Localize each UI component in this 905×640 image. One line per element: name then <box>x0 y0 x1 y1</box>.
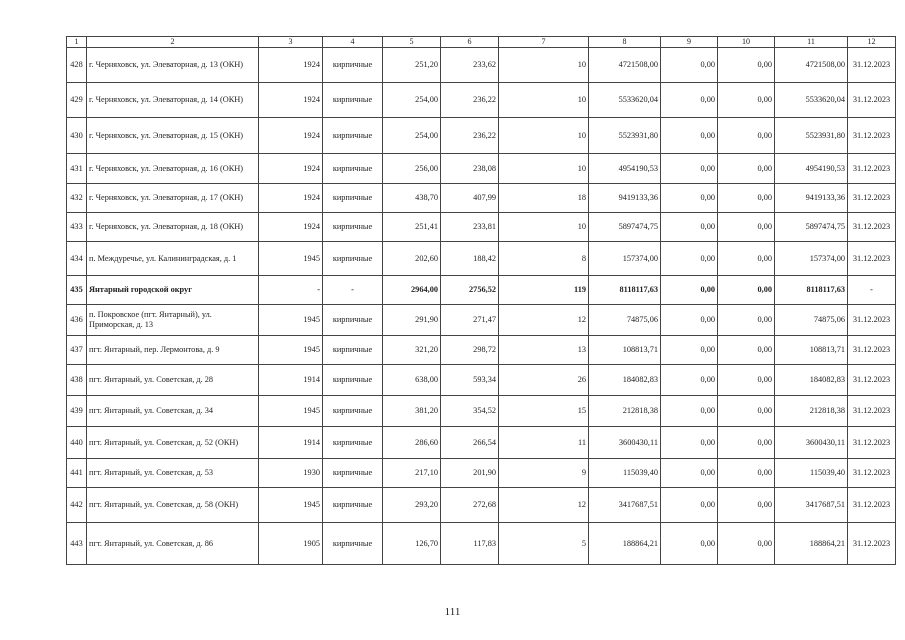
residents-cell: 5 <box>499 523 589 565</box>
total-area-cell: 293,20 <box>383 488 441 523</box>
row-number: 442 <box>67 488 87 523</box>
total-area-cell: 202,60 <box>383 242 441 276</box>
total-cost-cell: 212818,38 <box>589 396 661 427</box>
col-header: 4 <box>323 37 383 48</box>
other-cost-cell: 115039,40 <box>775 459 848 488</box>
date-cell: 31.12.2023 <box>848 396 896 427</box>
living-area-cell: 233,81 <box>441 213 499 242</box>
living-area-cell: 354,52 <box>441 396 499 427</box>
fund-a-cell: 0,00 <box>661 365 718 396</box>
date-cell: 31.12.2023 <box>848 48 896 83</box>
col-header: 12 <box>848 37 896 48</box>
table-row <box>67 154 896 184</box>
total-area-cell: 217,10 <box>383 459 441 488</box>
living-area-cell: 2756,52 <box>441 276 499 305</box>
register-table <box>66 36 896 565</box>
row-number: 440 <box>67 427 87 459</box>
table-row <box>67 213 896 242</box>
residents-cell: 13 <box>499 336 589 365</box>
other-cost-cell: 3417687,51 <box>775 488 848 523</box>
living-area-cell: 407,99 <box>441 184 499 213</box>
total-cost-cell: 5523931,80 <box>589 118 661 154</box>
residents-cell: 10 <box>499 83 589 118</box>
table-row <box>67 48 896 83</box>
living-area-cell: 266,54 <box>441 427 499 459</box>
total-cost-cell: 108813,71 <box>589 336 661 365</box>
address-cell: п. Междуречье, ул. Калининградская, д. 1 <box>87 242 259 276</box>
material-cell: кирпичные <box>323 213 383 242</box>
row-number: 436 <box>67 305 87 336</box>
total-cost-cell: 3417687,51 <box>589 488 661 523</box>
living-area-cell: 233,62 <box>441 48 499 83</box>
material-cell: кирпичные <box>323 427 383 459</box>
residents-cell: 10 <box>499 48 589 83</box>
fund-a-cell: 0,00 <box>661 305 718 336</box>
table-row <box>67 365 896 396</box>
other-cost-cell: 4954190,53 <box>775 154 848 184</box>
material-cell: кирпичные <box>323 48 383 83</box>
living-area-cell: 201,90 <box>441 459 499 488</box>
other-cost-cell: 8118117,63 <box>775 276 848 305</box>
fund-a-cell: 0,00 <box>661 184 718 213</box>
fund-b-cell: 0,00 <box>718 184 775 213</box>
total-area-cell: 381,20 <box>383 396 441 427</box>
year-cell: 1945 <box>259 336 323 365</box>
year-cell: 1924 <box>259 118 323 154</box>
year-cell: 1924 <box>259 83 323 118</box>
address-cell: г. Черняховск, ул. Элеваторная, д. 14 (ОКН) <box>87 83 259 118</box>
living-area-cell: 238,08 <box>441 154 499 184</box>
fund-a-cell: 0,00 <box>661 523 718 565</box>
table-row <box>67 83 896 118</box>
residents-cell: 10 <box>499 213 589 242</box>
date-cell: 31.12.2023 <box>848 305 896 336</box>
residents-cell: 12 <box>499 305 589 336</box>
column-number-header <box>67 37 896 48</box>
fund-b-cell: 0,00 <box>718 213 775 242</box>
year-cell: - <box>259 276 323 305</box>
address-cell: г. Черняховск, ул. Элеваторная, д. 16 (ОКН) <box>87 154 259 184</box>
table-row <box>67 427 896 459</box>
row-number: 441 <box>67 459 87 488</box>
total-cost-cell: 5897474,75 <box>589 213 661 242</box>
fund-a-cell: 0,00 <box>661 118 718 154</box>
material-cell: кирпичные <box>323 184 383 213</box>
material-cell: кирпичные <box>323 118 383 154</box>
address-cell: г. Черняховск, ул. Элеваторная, д. 13 (ОКН) <box>87 48 259 83</box>
fund-b-cell: 0,00 <box>718 118 775 154</box>
row-number: 429 <box>67 83 87 118</box>
year-cell: 1945 <box>259 305 323 336</box>
living-area-cell: 593,34 <box>441 365 499 396</box>
total-area-cell: 2964,00 <box>383 276 441 305</box>
address-cell: пгт. Янтарный, ул. Советская, д. 34 <box>87 396 259 427</box>
year-cell: 1945 <box>259 488 323 523</box>
residents-cell: 11 <box>499 427 589 459</box>
total-area-cell: 251,20 <box>383 48 441 83</box>
col-header: 8 <box>589 37 661 48</box>
year-cell: 1930 <box>259 459 323 488</box>
address-cell: г. Черняховск, ул. Элеваторная, д. 18 (ОКН) <box>87 213 259 242</box>
fund-a-cell: 0,00 <box>661 154 718 184</box>
table-row <box>67 242 896 276</box>
fund-a-cell: 0,00 <box>661 336 718 365</box>
other-cost-cell: 74875,06 <box>775 305 848 336</box>
address-cell: пгт. Янтарный, ул. Советская, д. 53 <box>87 459 259 488</box>
table-row <box>67 523 896 565</box>
fund-a-cell: 0,00 <box>661 83 718 118</box>
row-number: 430 <box>67 118 87 154</box>
fund-a-cell: 0,00 <box>661 48 718 83</box>
other-cost-cell: 5523931,80 <box>775 118 848 154</box>
address-cell: пгт. Янтарный, ул. Советская, д. 86 <box>87 523 259 565</box>
fund-b-cell: 0,00 <box>718 459 775 488</box>
address-cell: пгт. Янтарный, ул. Советская, д. 52 (ОКН) <box>87 427 259 459</box>
material-cell: кирпичные <box>323 336 383 365</box>
residents-cell: 8 <box>499 242 589 276</box>
residents-cell: 10 <box>499 118 589 154</box>
page-number: 111 <box>444 606 461 618</box>
address-cell: пгт. Янтарный, пер. Лермонтова, д. 9 <box>87 336 259 365</box>
date-cell: 31.12.2023 <box>848 83 896 118</box>
total-area-cell: 126,70 <box>383 523 441 565</box>
material-cell: кирпичные <box>323 459 383 488</box>
fund-a-cell: 0,00 <box>661 459 718 488</box>
living-area-cell: 271,47 <box>441 305 499 336</box>
col-header: 9 <box>661 37 718 48</box>
fund-a-cell: 0,00 <box>661 276 718 305</box>
material-cell: кирпичные <box>323 242 383 276</box>
material-cell: кирпичные <box>323 523 383 565</box>
fund-b-cell: 0,00 <box>718 154 775 184</box>
total-cost-cell: 74875,06 <box>589 305 661 336</box>
total-cost-cell: 9419133,36 <box>589 184 661 213</box>
material-cell: кирпичные <box>323 305 383 336</box>
living-area-cell: 236,22 <box>441 118 499 154</box>
address-cell: пгт. Янтарный, ул. Советская, д. 28 <box>87 365 259 396</box>
total-area-cell: 291,90 <box>383 305 441 336</box>
other-cost-cell: 3600430,11 <box>775 427 848 459</box>
total-cost-cell: 4954190,53 <box>589 154 661 184</box>
other-cost-cell: 212818,38 <box>775 396 848 427</box>
fund-b-cell: 0,00 <box>718 427 775 459</box>
total-cost-cell: 3600430,11 <box>589 427 661 459</box>
living-area-cell: 188,42 <box>441 242 499 276</box>
total-area-cell: 254,00 <box>383 83 441 118</box>
fund-b-cell: 0,00 <box>718 336 775 365</box>
fund-b-cell: 0,00 <box>718 83 775 118</box>
address-cell: г. Черняховск, ул. Элеваторная, д. 17 (ОКН) <box>87 184 259 213</box>
table-row <box>67 118 896 154</box>
living-area-cell: 272,68 <box>441 488 499 523</box>
row-number: 443 <box>67 523 87 565</box>
address-cell: Янтарный городской округ <box>87 276 259 305</box>
date-cell: 31.12.2023 <box>848 213 896 242</box>
table-row <box>67 336 896 365</box>
total-cost-cell: 184082,83 <box>589 365 661 396</box>
fund-b-cell: 0,00 <box>718 276 775 305</box>
table-row <box>67 276 896 305</box>
total-cost-cell: 4721508,00 <box>589 48 661 83</box>
material-cell: кирпичные <box>323 83 383 118</box>
row-number: 434 <box>67 242 87 276</box>
residents-cell: 26 <box>499 365 589 396</box>
row-number: 438 <box>67 365 87 396</box>
date-cell: 31.12.2023 <box>848 154 896 184</box>
col-header: 7 <box>499 37 589 48</box>
col-header: 6 <box>441 37 499 48</box>
date-cell: 31.12.2023 <box>848 365 896 396</box>
date-cell: 31.12.2023 <box>848 118 896 154</box>
fund-b-cell: 0,00 <box>718 365 775 396</box>
living-area-cell: 236,22 <box>441 83 499 118</box>
total-cost-cell: 8118117,63 <box>589 276 661 305</box>
year-cell: 1905 <box>259 523 323 565</box>
total-cost-cell: 157374,00 <box>589 242 661 276</box>
living-area-cell: 117,83 <box>441 523 499 565</box>
table-row <box>67 305 896 336</box>
other-cost-cell: 5533620,04 <box>775 83 848 118</box>
material-cell: - <box>323 276 383 305</box>
other-cost-cell: 157374,00 <box>775 242 848 276</box>
row-number: 433 <box>67 213 87 242</box>
material-cell: кирпичные <box>323 488 383 523</box>
fund-b-cell: 0,00 <box>718 305 775 336</box>
fund-b-cell: 0,00 <box>718 48 775 83</box>
residents-cell: 15 <box>499 396 589 427</box>
fund-a-cell: 0,00 <box>661 488 718 523</box>
year-cell: 1924 <box>259 48 323 83</box>
residents-cell: 119 <box>499 276 589 305</box>
residents-cell: 12 <box>499 488 589 523</box>
address-cell: г. Черняховск, ул. Элеваторная, д. 15 (ОКН) <box>87 118 259 154</box>
address-cell: п. Покровское (пгт. Янтарный), ул. Приморская, д. 13 <box>87 305 259 336</box>
year-cell: 1945 <box>259 396 323 427</box>
row-number: 437 <box>67 336 87 365</box>
date-cell: 31.12.2023 <box>848 184 896 213</box>
table-body <box>67 37 896 565</box>
table-row <box>67 459 896 488</box>
fund-b-cell: 0,00 <box>718 242 775 276</box>
other-cost-cell: 9419133,36 <box>775 184 848 213</box>
fund-a-cell: 0,00 <box>661 213 718 242</box>
material-cell: кирпичные <box>323 365 383 396</box>
fund-a-cell: 0,00 <box>661 396 718 427</box>
date-cell: 31.12.2023 <box>848 523 896 565</box>
year-cell: 1924 <box>259 184 323 213</box>
date-cell: 31.12.2023 <box>848 427 896 459</box>
col-header: 11 <box>775 37 848 48</box>
residents-cell: 10 <box>499 154 589 184</box>
year-cell: 1914 <box>259 427 323 459</box>
col-header: 1 <box>67 37 87 48</box>
row-number: 431 <box>67 154 87 184</box>
table-row <box>67 184 896 213</box>
row-number: 428 <box>67 48 87 83</box>
year-cell: 1924 <box>259 213 323 242</box>
other-cost-cell: 108813,71 <box>775 336 848 365</box>
row-number: 439 <box>67 396 87 427</box>
total-cost-cell: 188864,21 <box>589 523 661 565</box>
living-area-cell: 298,72 <box>441 336 499 365</box>
year-cell: 1914 <box>259 365 323 396</box>
total-area-cell: 638,00 <box>383 365 441 396</box>
year-cell: 1924 <box>259 154 323 184</box>
fund-b-cell: 0,00 <box>718 488 775 523</box>
other-cost-cell: 184082,83 <box>775 365 848 396</box>
date-cell: 31.12.2023 <box>848 488 896 523</box>
col-header: 3 <box>259 37 323 48</box>
total-area-cell: 256,00 <box>383 154 441 184</box>
residents-cell: 18 <box>499 184 589 213</box>
row-number: 435 <box>67 276 87 305</box>
date-cell: 31.12.2023 <box>848 242 896 276</box>
fund-a-cell: 0,00 <box>661 427 718 459</box>
other-cost-cell: 188864,21 <box>775 523 848 565</box>
total-area-cell: 438,70 <box>383 184 441 213</box>
col-header: 2 <box>87 37 259 48</box>
date-cell: - <box>848 276 896 305</box>
other-cost-cell: 5897474,75 <box>775 213 848 242</box>
material-cell: кирпичные <box>323 396 383 427</box>
fund-a-cell: 0,00 <box>661 242 718 276</box>
fund-b-cell: 0,00 <box>718 523 775 565</box>
total-cost-cell: 115039,40 <box>589 459 661 488</box>
date-cell: 31.12.2023 <box>848 459 896 488</box>
fund-b-cell: 0,00 <box>718 396 775 427</box>
col-header: 10 <box>718 37 775 48</box>
table-row <box>67 488 896 523</box>
total-area-cell: 321,20 <box>383 336 441 365</box>
total-area-cell: 254,00 <box>383 118 441 154</box>
total-area-cell: 286,60 <box>383 427 441 459</box>
total-cost-cell: 5533620,04 <box>589 83 661 118</box>
row-number: 432 <box>67 184 87 213</box>
table-row <box>67 396 896 427</box>
date-cell: 31.12.2023 <box>848 336 896 365</box>
col-header: 5 <box>383 37 441 48</box>
year-cell: 1945 <box>259 242 323 276</box>
total-area-cell: 251,41 <box>383 213 441 242</box>
address-cell: пгт. Янтарный, ул. Советская, д. 58 (ОКН) <box>87 488 259 523</box>
material-cell: кирпичные <box>323 154 383 184</box>
other-cost-cell: 4721508,00 <box>775 48 848 83</box>
residents-cell: 9 <box>499 459 589 488</box>
